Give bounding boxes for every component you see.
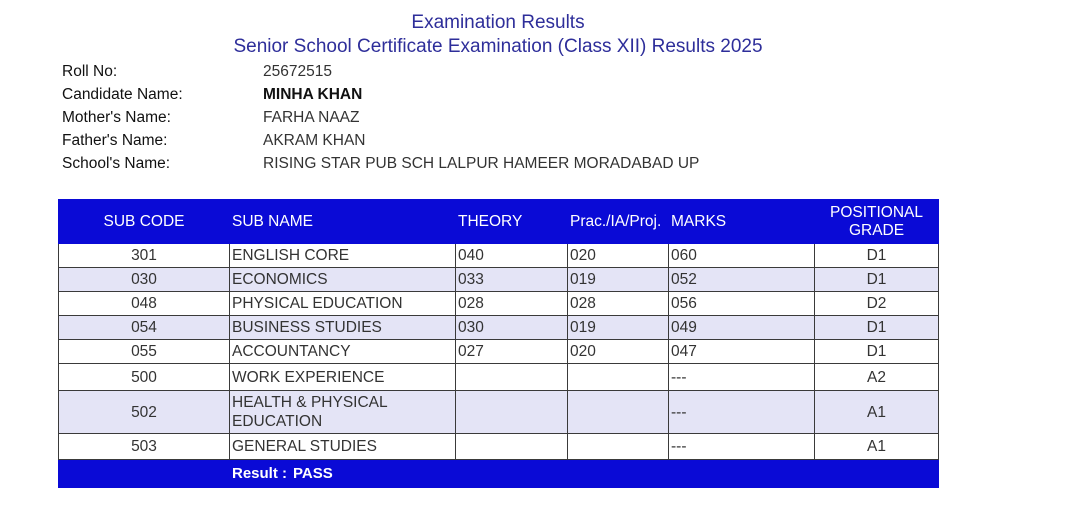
practical-cell	[568, 364, 669, 391]
table-row	[59, 244, 939, 268]
roll-no-value: 25672515	[263, 63, 332, 80]
roll-no-row	[62, 60, 699, 83]
sub-name-cell	[230, 391, 456, 434]
mother-name-value: FARHA NAAZ	[263, 109, 360, 126]
table-row	[59, 292, 939, 316]
result-cell	[230, 460, 939, 488]
header-positional-grade	[815, 200, 939, 244]
roll-no-label: Roll No:	[62, 63, 118, 80]
practical-cell: 019	[568, 268, 669, 292]
marks-cell: ---	[669, 391, 815, 434]
sub-code-cell: 503	[59, 434, 230, 460]
grade-cell: A1	[815, 391, 939, 434]
practical-cell	[568, 434, 669, 460]
sub-name-cell: WORK EXPERIENCE	[230, 364, 456, 391]
sub-name-cell: BUSINESS STUDIES	[230, 316, 456, 340]
grade-cell: A1	[815, 434, 939, 460]
marks-cell: 049	[669, 316, 815, 340]
mother-name-row	[62, 106, 699, 129]
grade-cell: D1	[815, 316, 939, 340]
marks-cell: ---	[669, 434, 815, 460]
sub-code-cell: 502	[59, 391, 230, 434]
header-grade-line2: GRADE	[848, 221, 905, 239]
sub-code-cell: 048	[59, 292, 230, 316]
mother-name-label: Mother's Name:	[62, 109, 171, 126]
grade-cell: D1	[815, 340, 939, 364]
header-sub-name: SUB NAME	[230, 200, 456, 244]
page-title: Examination Results	[411, 12, 585, 33]
result-row	[59, 460, 939, 488]
marks-cell: ---	[669, 364, 815, 391]
sub-name-cell: ACCOUNTANCY	[230, 340, 456, 364]
sub-name-cell: GENERAL STUDIES	[230, 434, 456, 460]
result-spacer	[59, 460, 230, 488]
practical-cell: 028	[568, 292, 669, 316]
sub-code-cell: 301	[59, 244, 230, 268]
marks-cell: 060	[669, 244, 815, 268]
marks-cell: 047	[669, 340, 815, 364]
practical-cell	[568, 391, 669, 434]
table-row	[59, 364, 939, 391]
header-marks: MARKS	[669, 200, 815, 244]
father-name-row	[62, 129, 699, 152]
school-name-value: RISING STAR PUB SCH LALPUR HAMEER MORADABAD UP	[263, 155, 700, 172]
table-row	[59, 340, 939, 364]
marks-cell: 052	[669, 268, 815, 292]
father-name-value: AKRAM KHAN	[263, 132, 366, 149]
theory-cell: 028	[456, 292, 568, 316]
table-row	[59, 434, 939, 460]
sub-code-cell: 055	[59, 340, 230, 364]
exam-subtitle: Senior School Certificate Examination (Class XII) Results 2025	[233, 36, 763, 57]
theory-cell: 040	[456, 244, 568, 268]
result-value: PASS	[293, 465, 333, 482]
candidate-info	[62, 60, 699, 175]
candidate-name-value: MINHA KHAN	[263, 86, 363, 103]
marks-cell: 056	[669, 292, 815, 316]
grade-cell: D1	[815, 268, 939, 292]
school-name-label: School's Name:	[62, 155, 171, 172]
practical-cell: 019	[568, 316, 669, 340]
sub-code-cell: 054	[59, 316, 230, 340]
header-practical: Prac./IA/Proj.	[568, 200, 669, 244]
candidate-name-row	[62, 83, 699, 106]
school-name-row	[62, 152, 699, 175]
sub-name-text: HEALTH & PHYSICAL EDUCATION	[232, 394, 388, 430]
theory-cell: 027	[456, 340, 568, 364]
theory-cell: 030	[456, 316, 568, 340]
header-grade-line1: POSITIONAL	[829, 203, 924, 221]
sub-code-cell: 500	[59, 364, 230, 391]
header-sub-code: SUB CODE	[59, 200, 230, 244]
theory-cell	[456, 364, 568, 391]
table-header-row	[59, 200, 939, 244]
sub-name-cell: PHYSICAL EDUCATION	[230, 292, 456, 316]
results-table	[58, 199, 939, 488]
sub-code-cell: 030	[59, 268, 230, 292]
grade-cell: D1	[815, 244, 939, 268]
practical-cell: 020	[568, 244, 669, 268]
practical-cell: 020	[568, 340, 669, 364]
result-label: Result :	[232, 465, 288, 482]
grade-cell: D2	[815, 292, 939, 316]
table-row	[59, 391, 939, 434]
theory-cell	[456, 434, 568, 460]
theory-cell: 033	[456, 268, 568, 292]
header-theory: THEORY	[456, 200, 568, 244]
table-row	[59, 268, 939, 292]
sub-name-cell: ECONOMICS	[230, 268, 456, 292]
candidate-name-label: Candidate Name:	[62, 86, 183, 103]
sub-name-cell: ENGLISH CORE	[230, 244, 456, 268]
father-name-label: Father's Name:	[62, 132, 168, 149]
grade-cell: A2	[815, 364, 939, 391]
table-row	[59, 316, 939, 340]
theory-cell	[456, 391, 568, 434]
